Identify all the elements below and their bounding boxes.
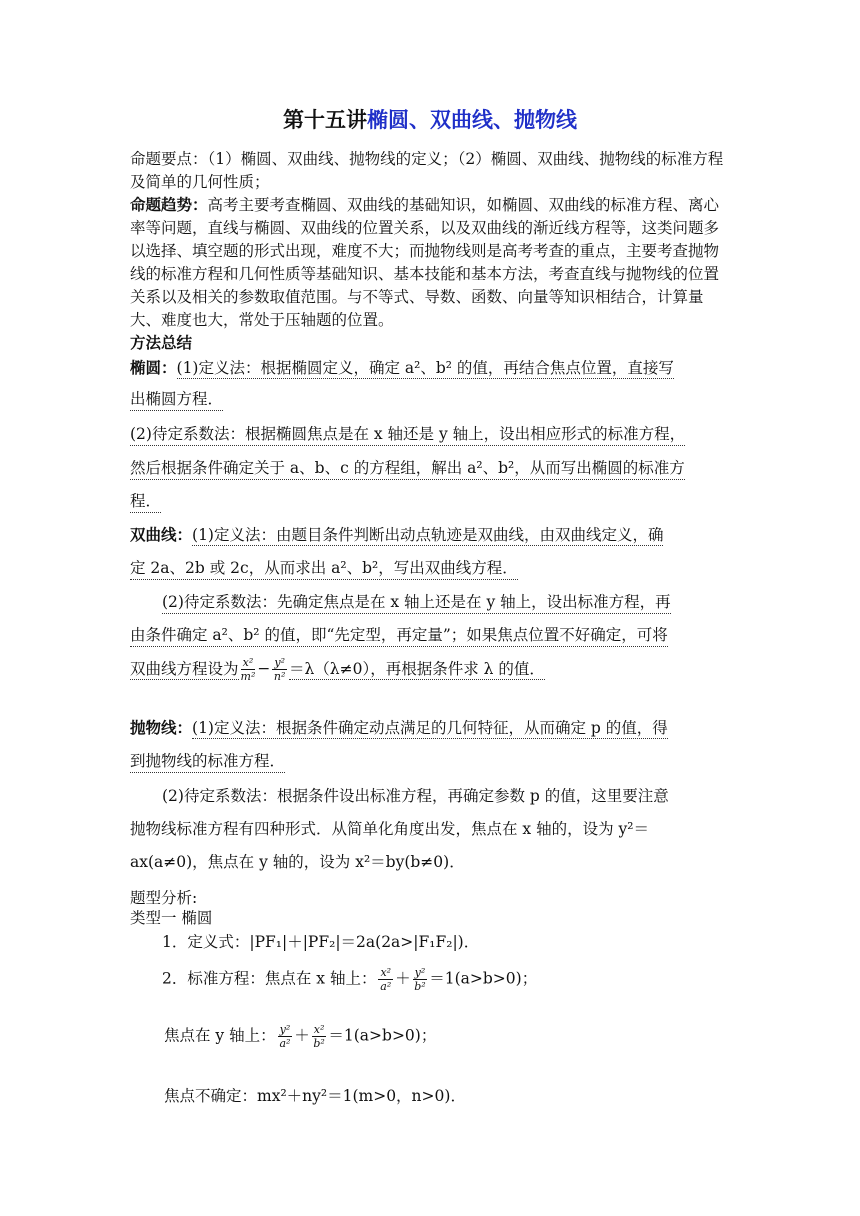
ellipse-line-3: (2)待定系数法：根据椭圆焦点是在 x 轴还是 y 轴上，设出相应形式的标准方程，	[130, 422, 685, 446]
fraction-x2-a2	[378, 966, 393, 993]
ellipse-line-4: 然后根据条件确定关于 a、b、c 的方程组，解出 a²、b²，从而写出椭圆的标准方	[130, 456, 685, 480]
frac-num: y²	[414, 966, 426, 979]
fraction-y2-a2	[278, 1023, 293, 1050]
method-summary-heading: 方法总结	[130, 334, 193, 352]
frac-den: a²	[279, 1037, 291, 1050]
frac-den: b²	[313, 1037, 325, 1050]
frac-num: x²	[380, 966, 392, 979]
frac-num: x²	[313, 1023, 325, 1036]
frac-den: m²	[240, 670, 256, 683]
trend-paragraph	[130, 194, 730, 332]
parabola-def-text: (1)定义法：根据条件确定动点满足的几何特征，从而确定 p 的值，得	[192, 719, 668, 737]
key-points-paragraph	[130, 148, 730, 194]
hyperbola-line-1	[130, 523, 663, 545]
frac-den: b²	[414, 980, 426, 993]
std-x-pre: 2．标准方程：焦点在 x 轴上：	[162, 969, 377, 988]
hyperbola-line-3: (2)待定系数法：先确定焦点是在 x 轴上还是在 y 轴上，设出标准方程，再	[162, 590, 671, 614]
ellipse-def-text: (1)定义法：根据椭圆定义，确定 a²、b² 的值，再结合焦点位置，直接写	[176, 359, 674, 377]
frac-num: y²	[274, 656, 285, 669]
ellipse-line-5: 程．	[130, 489, 161, 513]
parabola-label: 抛物线：	[130, 719, 193, 737]
key-points-text: （1）椭圆、双曲线、抛物线的定义；（2）椭圆、双曲线、抛物线的标准方程及简单的几何性质；	[130, 150, 724, 191]
standard-equation-unknown: 焦点不确定：mx²＋ny²＝1(m>0，n>0)．	[164, 1087, 466, 1105]
std-y-post: ＝1(a>b>0)；	[328, 1026, 437, 1045]
key-points-label: 命题要点：	[130, 150, 208, 168]
hyperbola-line-5	[130, 656, 545, 683]
standard-equation-y-axis	[164, 1023, 436, 1050]
parabola-line-4: 抛物线标准方程有四种形式．从简单化角度出发，焦点在 x 轴的，设为 y²＝	[130, 820, 649, 838]
title-highlight: 椭圆、双曲线、抛物线	[367, 108, 577, 132]
parabola-line-5: ax(a≠0)，焦点在 y 轴的，设为 x²＝by(b≠0)．	[130, 853, 465, 871]
ellipse-line-1	[130, 356, 674, 378]
frac-num: y²	[279, 1023, 291, 1036]
minus-sign: −	[257, 659, 271, 678]
hyperbola-line-2: 定 2a、2b 或 2c，从而求出 a²、b²，写出双曲线方程．	[130, 556, 518, 580]
std-x-post: ＝1(a>b>0)；	[429, 969, 538, 988]
parabola-line-3: (2)待定系数法：根据条件设出标准方程，再确定参数 p 的值，这里要注意	[162, 787, 669, 805]
parabola-line-1	[130, 716, 668, 738]
plus-sign: ＋	[395, 969, 411, 988]
frac-den: a²	[380, 980, 392, 993]
trend-text: 高考主要考查椭圆、双曲线的基础知识，如椭圆、双曲线的标准方程、离心率等问题，直线与椭圆、双曲线的位置关系，以及双曲线的渐近线方程等，这类问题多以选择、填空题的形式出现，难度不大；而抛物线则是高考考查的重点，主要考查抛物线的标准方程和几何性质等基础知识、基本技能和基本方法，考查直线与抛物线的位置关系以及相关的参数取值范围。与不等式、导数、函数、向量等知识相结合，计算量大、难度也大，常处于压轴题的位置。	[130, 196, 720, 329]
frac-den: n²	[273, 670, 286, 683]
fraction-x2-b2	[312, 1023, 327, 1050]
definition-formula: 1．定义式：|PF₁|＋|PF₂|＝2a(2a>|F₁F₂|)．	[162, 933, 480, 951]
fraction-y2-b2	[413, 966, 428, 993]
standard-equation-x-axis	[162, 966, 537, 993]
fraction-y2-n2	[272, 656, 287, 683]
plus-sign: ＋	[294, 1026, 310, 1045]
hyperbola-line-4: 由条件确定 a²、b² 的值，即“先定型，再定量”；如果焦点位置不好确定，可将	[130, 623, 668, 647]
trend-label: 命题趋势：	[130, 196, 208, 214]
fraction-x2-m2	[241, 656, 256, 683]
parabola-line-2: 到抛物线的标准方程．	[130, 749, 285, 773]
frac-num: x²	[241, 656, 256, 670]
type1-heading: 类型一 椭圆	[130, 909, 213, 927]
hyperbola-l5-post: ＝λ（λ≠0），再根据条件求 λ 的值．	[288, 659, 545, 678]
ellipse-label: 椭圆：	[130, 359, 177, 377]
analysis-heading: 题型分析:	[130, 889, 198, 907]
page-title	[0, 104, 860, 134]
hyperbola-def-text: (1)定义法：由题目条件判断出动点轨迹是双曲线，由双曲线定义，确	[192, 526, 664, 544]
std-y-pre: 焦点在 y 轴上：	[164, 1026, 276, 1045]
hyperbola-l5-pre: 双曲线方程设为	[130, 659, 239, 678]
title-prefix: 第十五讲	[283, 108, 367, 132]
hyperbola-label: 双曲线：	[130, 526, 193, 544]
ellipse-line-2: 出椭圆方程．	[130, 387, 223, 411]
